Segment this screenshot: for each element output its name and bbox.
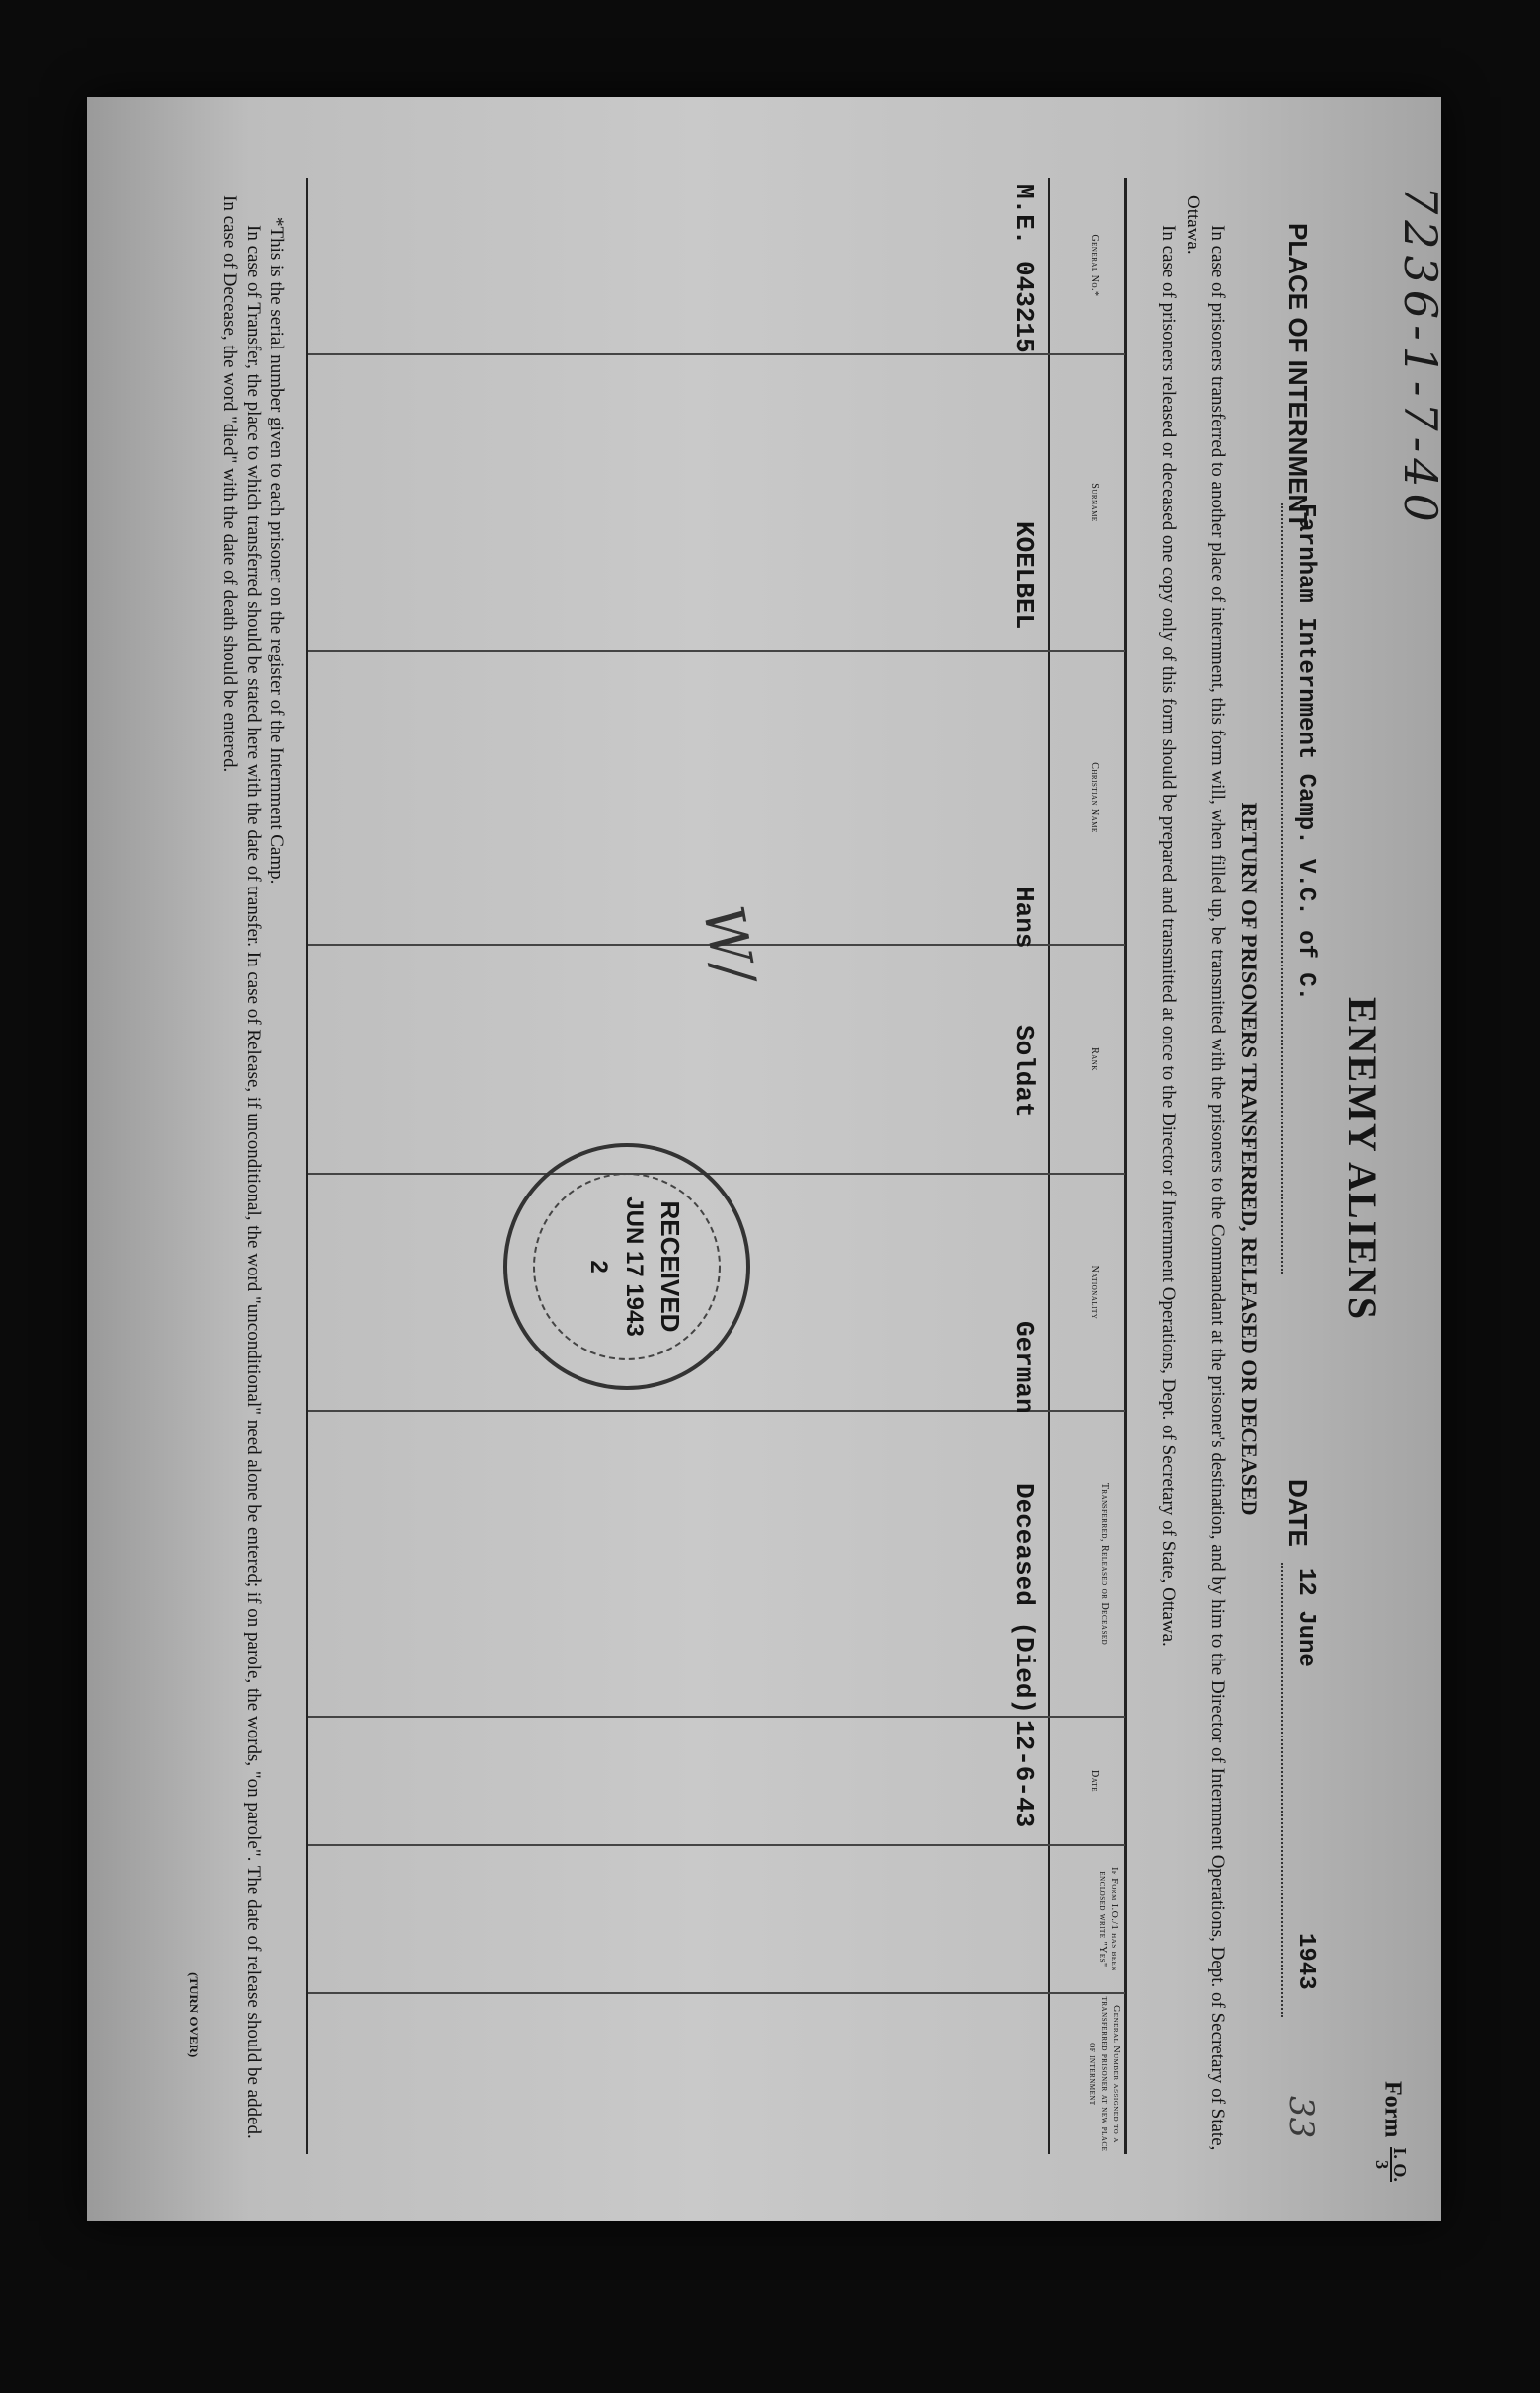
place-label: PLACE OF INTERNMENT (1283, 223, 1313, 529)
cell-general-no: M.E. 043215 (1009, 184, 1039, 353)
column-divider (308, 1992, 1125, 1994)
header-nationality: Nationality (1089, 1265, 1100, 1320)
column-divider (308, 1410, 1125, 1412)
header-surname: Surname (1089, 483, 1100, 522)
form-label: Form (1379, 2081, 1406, 2138)
column-divider (308, 1173, 1125, 1175)
turn-over-note: (TURN OVER) (187, 1972, 201, 2058)
rotated-form (87, 97, 1447, 2221)
form-subtitle: RETURN OF PRISONERS TRANSFERRED, RELEASED OR DECEASED (1237, 802, 1262, 1516)
file-number: 7236-1-7-40 (1394, 186, 1447, 528)
table-header-rule (1048, 178, 1050, 2154)
stamp-label: RECEIVED (655, 1200, 685, 1333)
prisoner-table (87, 97, 1441, 2221)
cell-status: Deceased (Died) (1009, 1483, 1039, 1715)
cell-date: 12-6-43 (1009, 1720, 1039, 1828)
stamp-date: JUN 17 1943 (621, 1196, 648, 1337)
handwritten-initials: W/ (689, 900, 767, 987)
header-christian-name: Christian Name (1089, 762, 1100, 833)
header-status: Transferred, Released or Deceased (1099, 1482, 1110, 1646)
stamp-number: 2 (585, 1260, 612, 1274)
cell-christian-name: Hans (1009, 887, 1039, 949)
header-form-sent: If Form I.O./1 has been enclosed write "Yes" (1097, 1867, 1119, 1971)
form-numerator: I. O. (1390, 2147, 1410, 2182)
instruction-released: In case of prisoners released or deceased one copy only of this form should be prepared and transmitted at once to the Director of Internment Operations, Dept. of Secretary of State, Ottawa. (1158, 225, 1179, 1647)
form-title: ENEMY ALIENS (1341, 996, 1385, 1322)
document-sheet (87, 97, 1447, 2221)
header-new-number: General Number assigned to a transferred prisoner at new place of internment (1087, 1996, 1121, 2152)
handwritten-annotation: 33 (1281, 2096, 1321, 2139)
header-general-no: General No.* (1089, 234, 1100, 297)
footnote-serial: *This is the serial number given to each prisoner on the register of the Internment Camp. (267, 217, 287, 885)
year-value: 1943 (1292, 1933, 1319, 1990)
column-divider (308, 650, 1125, 652)
column-divider (308, 353, 1125, 355)
date-label: DATE (1283, 1479, 1313, 1547)
header-rank: Rank (1089, 1047, 1100, 1071)
cell-surname: KOELBEL (1009, 521, 1039, 630)
footnote-instructions: In case of Transfer, the place to which transferred should be stated here with the date of transfer. In case of Release, if unconditional, the word "unconditional" need alone be entered; if on parole, the words, "on parole". The date of release should be added. In case of Decease, the word "died" with the date of death should be entered. (219, 195, 264, 2139)
column-divider (308, 1844, 1125, 1846)
table-bottom-rule (306, 178, 308, 2154)
cell-nationality: German (1009, 1321, 1039, 1414)
instruction-transferred: In case of prisoners transferred to another place of internment, this form will, when filled up, be transmitted with the prisoners to the Commandant at the prisoner's destination, and by him to the Director of Internment Operations, Dept. of Secretary of State, Ottawa. (1183, 195, 1228, 2151)
place-value: Farnham Internment Camp. V.C. of C. (1292, 503, 1319, 1002)
column-divider (308, 1716, 1125, 1718)
received-stamp (503, 1143, 750, 1390)
header-date: Date (1089, 1769, 1100, 1793)
cell-rank: Soldat (1009, 1025, 1039, 1118)
table-top-rule (1124, 178, 1127, 2154)
date-value: 12 June (1292, 1568, 1319, 1667)
form-denominator: 3 (1372, 2160, 1392, 2170)
